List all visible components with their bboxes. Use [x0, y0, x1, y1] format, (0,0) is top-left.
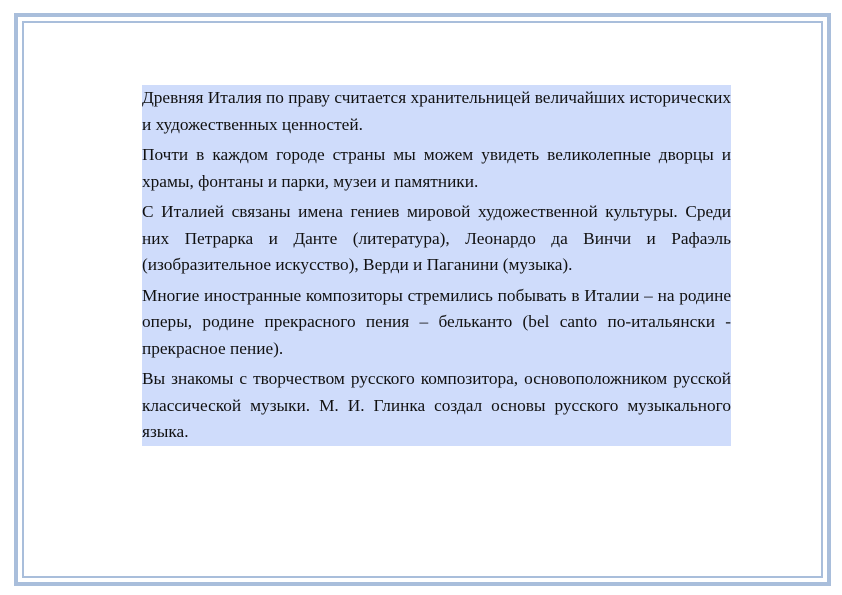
paragraph-palaces-temples: Почти в каждом городе страны мы можем увидеть великолепные дворцы и храмы, фонтаны и парки, музеи и памятники. [142, 142, 731, 195]
paragraph-bel-canto: Многие иностранные композиторы стремились побывать в Италии – на родине оперы, родине прекрасного пения – бельканто (bel canto по-итальянски - прекрасное пение). [142, 283, 731, 363]
paragraph-italy-heritage: Древняя Италия по праву считается хранительницей величайших исторических и художественных ценностей. [142, 85, 731, 138]
text-block [142, 85, 731, 446]
paragraph-geniuses: С Италией связаны имена гениев мировой художественной культуры. Среди них Петрарка и Данте (литература), Леонардо да Винчи и Рафаэль (изобразительное искусство), Верди и Паганини (музыка). [142, 199, 731, 279]
paragraph-glinka: Вы знакомы с творчеством русского композитора, основоположником русской классической музыки. М. И. Глинка создал основы русского музыкального языка. [142, 366, 731, 446]
